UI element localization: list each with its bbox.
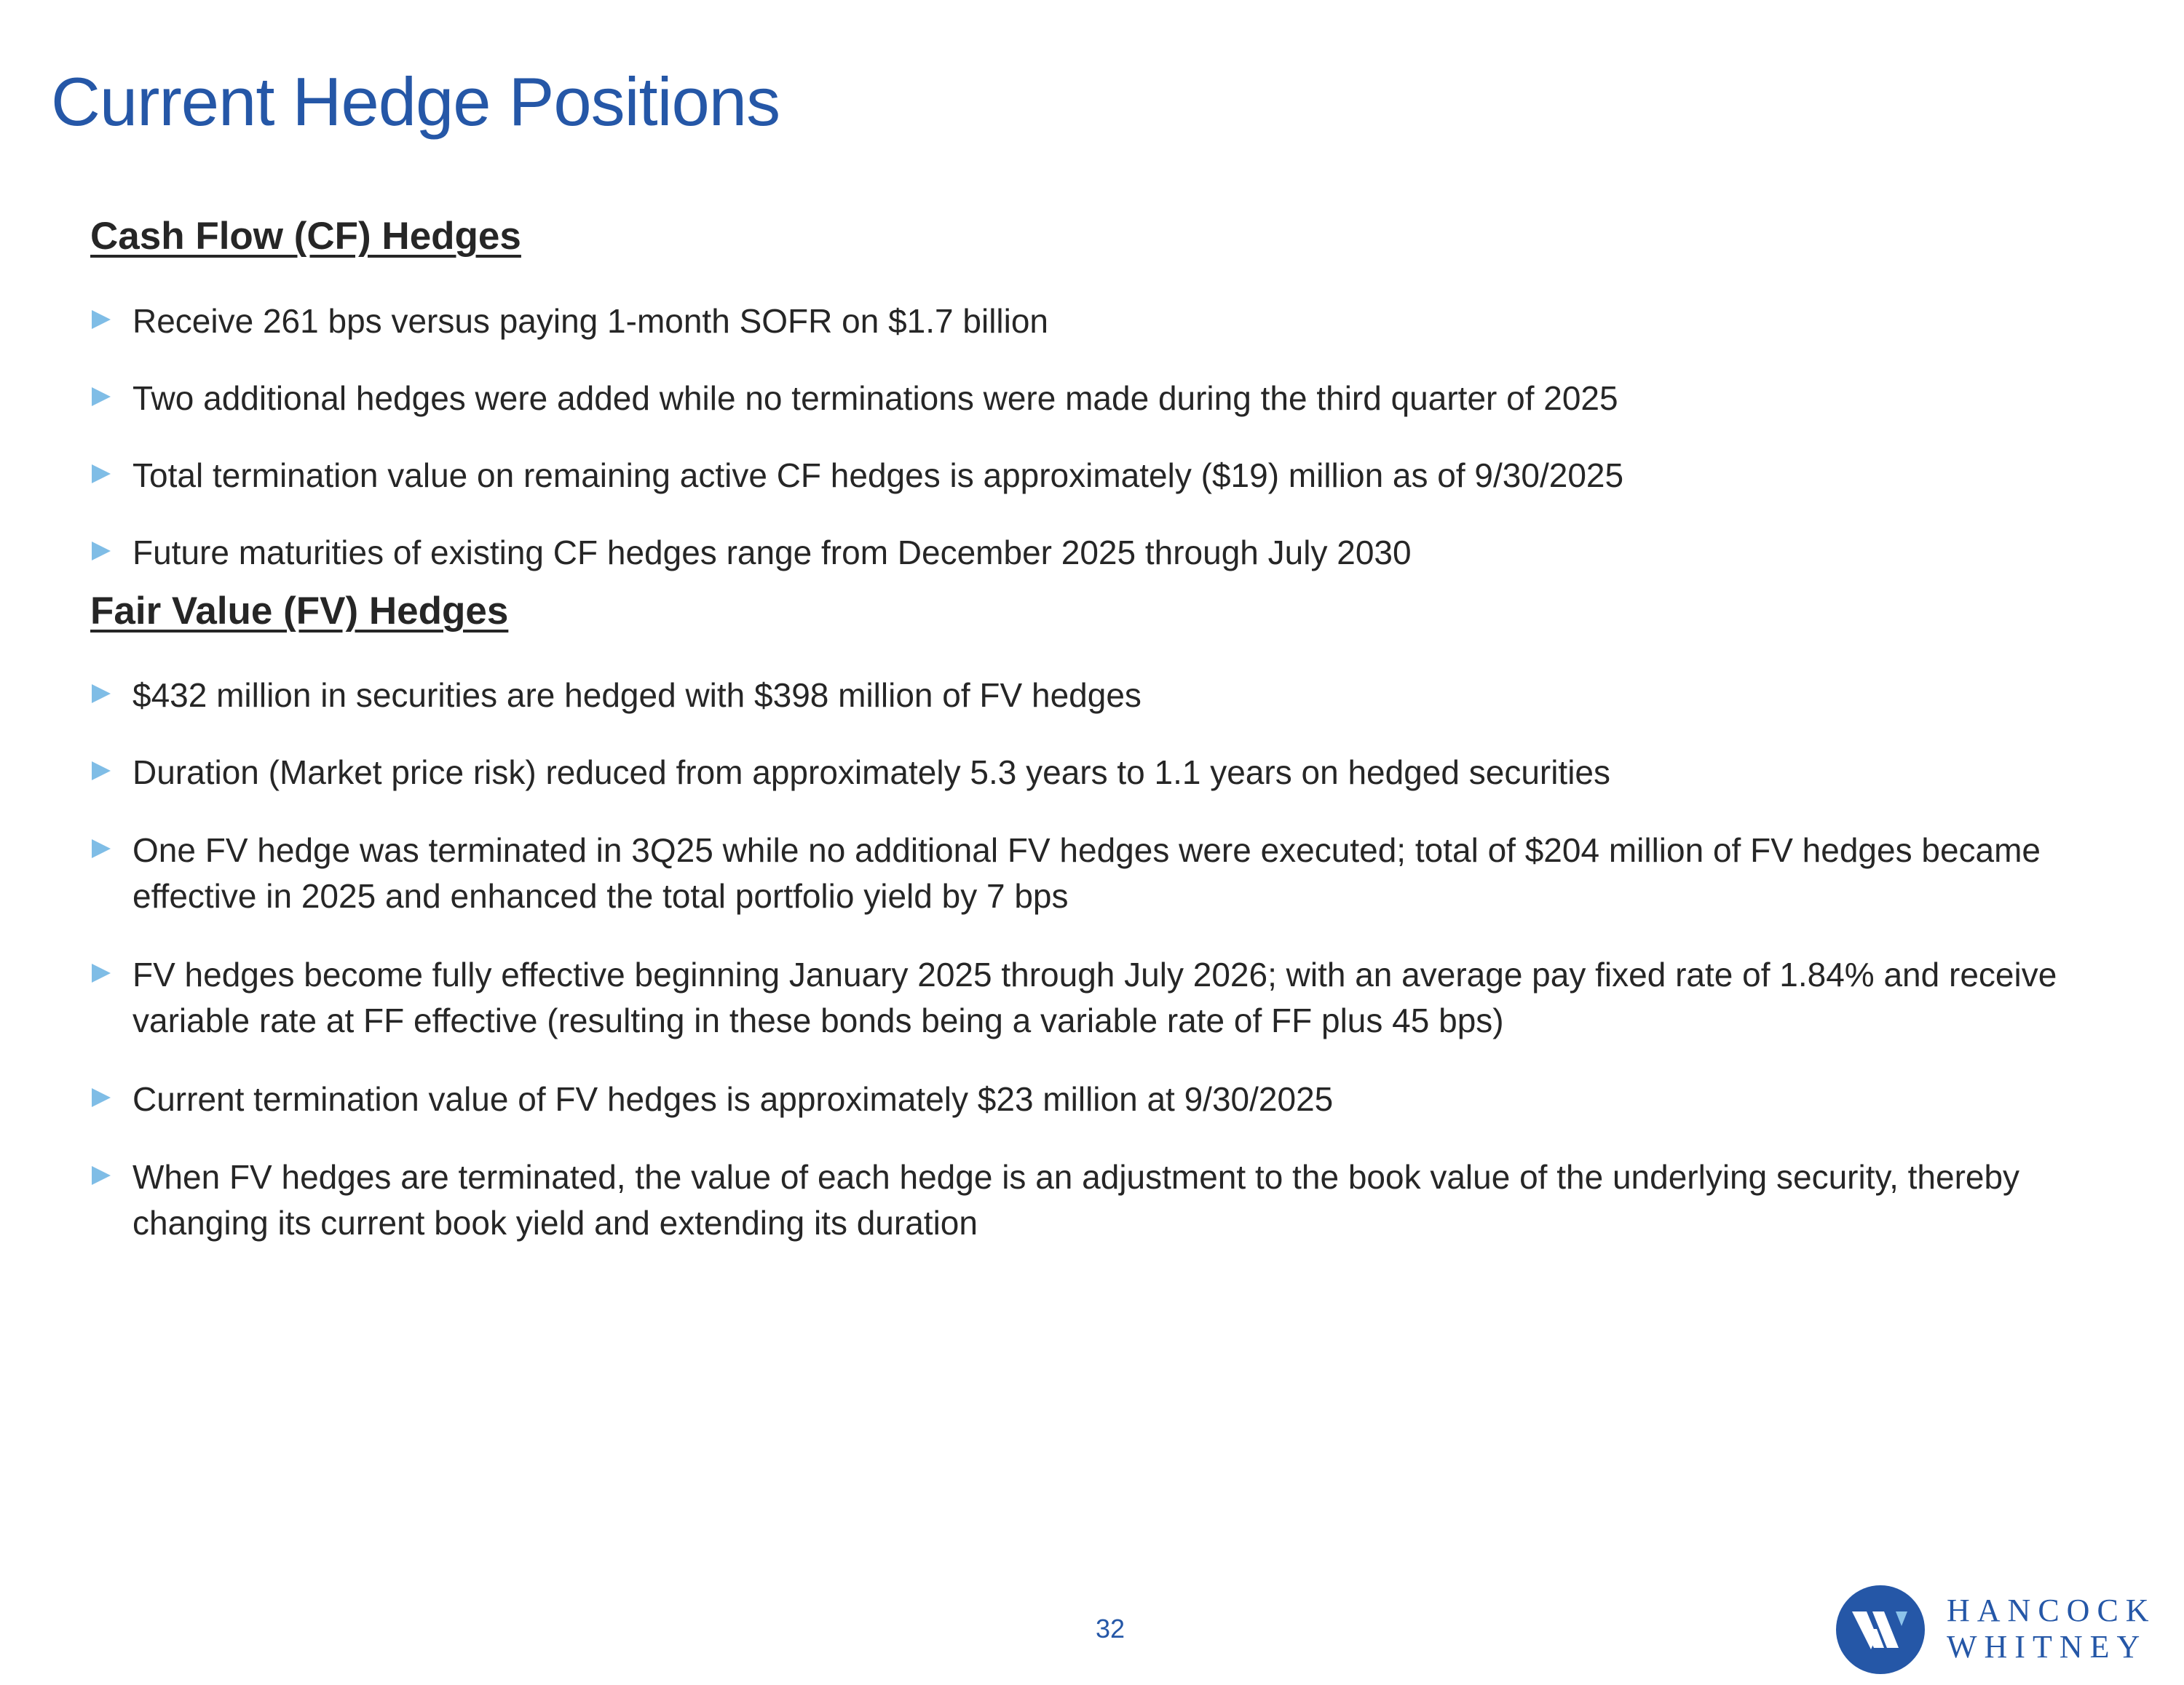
triangle-bullet-icon <box>92 964 111 983</box>
logo-wordmark <box>1947 1593 2156 1665</box>
logo-line-1: HANCOCK <box>1947 1593 2156 1628</box>
triangle-bullet-icon <box>92 464 111 483</box>
list-item <box>92 376 2101 421</box>
list-item <box>92 828 2101 919</box>
triangle-bullet-icon <box>92 310 111 329</box>
bullet-text: $432 million in securities are hedged with $398 million of FV hedges <box>132 676 1142 714</box>
bullet-text: Receive 261 bps versus paying 1-month SOFR on $1.7 billion <box>132 302 1049 340</box>
bullet-text: FV hedges become fully effective beginning January 2025 through July 2026; with an average pay fixed rate of 1.84% and receive variable rate at FF effective (resulting in these bonds being a variable rate of FF plus 45 bps) <box>132 956 2057 1039</box>
hw-logo-icon <box>1836 1585 1925 1674</box>
fair-value-hedges-heading: Fair Value (FV) Hedges <box>90 590 509 633</box>
triangle-bullet-icon <box>92 542 111 560</box>
triangle-bullet-icon <box>92 1166 111 1185</box>
list-item <box>92 952 2101 1044</box>
bullet-text: Total termination value on remaining active CF hedges is approximately ($19) million as of 9/30/2025 <box>132 456 1624 494</box>
list-item <box>92 453 2101 499</box>
page-title: Current Hedge Positions <box>51 63 780 140</box>
cash-flow-hedges-heading: Cash Flow (CF) Hedges <box>90 215 521 258</box>
page-number: 32 <box>1095 1614 1125 1644</box>
list-item <box>92 750 2101 796</box>
list-item <box>92 673 2101 718</box>
triangle-bullet-icon <box>92 1088 111 1107</box>
logo-line-2: WHITNEY <box>1947 1629 2148 1665</box>
list-item <box>92 530 2101 576</box>
bullet-text: Future maturities of existing CF hedges range from December 2025 through July 2030 <box>132 534 1412 571</box>
bullet-text: Current termination value of FV hedges is approximately $23 million at 9/30/2025 <box>132 1080 1334 1118</box>
triangle-bullet-icon <box>92 684 111 703</box>
bullet-text: Duration (Market price risk) reduced from approximately 5.3 years to 1.1 years on hedged securities <box>132 753 1611 791</box>
hancock-whitney-logo <box>1836 1585 2156 1676</box>
list-item <box>92 1077 2101 1122</box>
triangle-bullet-icon <box>92 761 111 780</box>
triangle-bullet-icon <box>92 839 111 858</box>
list-item <box>92 1154 2101 1246</box>
triangle-bullet-icon <box>92 387 111 406</box>
list-item <box>92 298 2101 344</box>
bullet-text: When FV hedges are terminated, the value of each hedge is an adjustment to the book value of the underlying security, thereby changing its current book yield and extending its duration <box>132 1158 2020 1242</box>
bullet-text: One FV hedge was terminated in 3Q25 while no additional FV hedges were executed; total of $204 million of FV hedges became effective in 2025 and enhanced the total portfolio yield by 7 bps <box>132 831 2041 915</box>
bullet-text: Two additional hedges were added while no terminations were made during the third quarter of 2025 <box>132 379 1618 417</box>
